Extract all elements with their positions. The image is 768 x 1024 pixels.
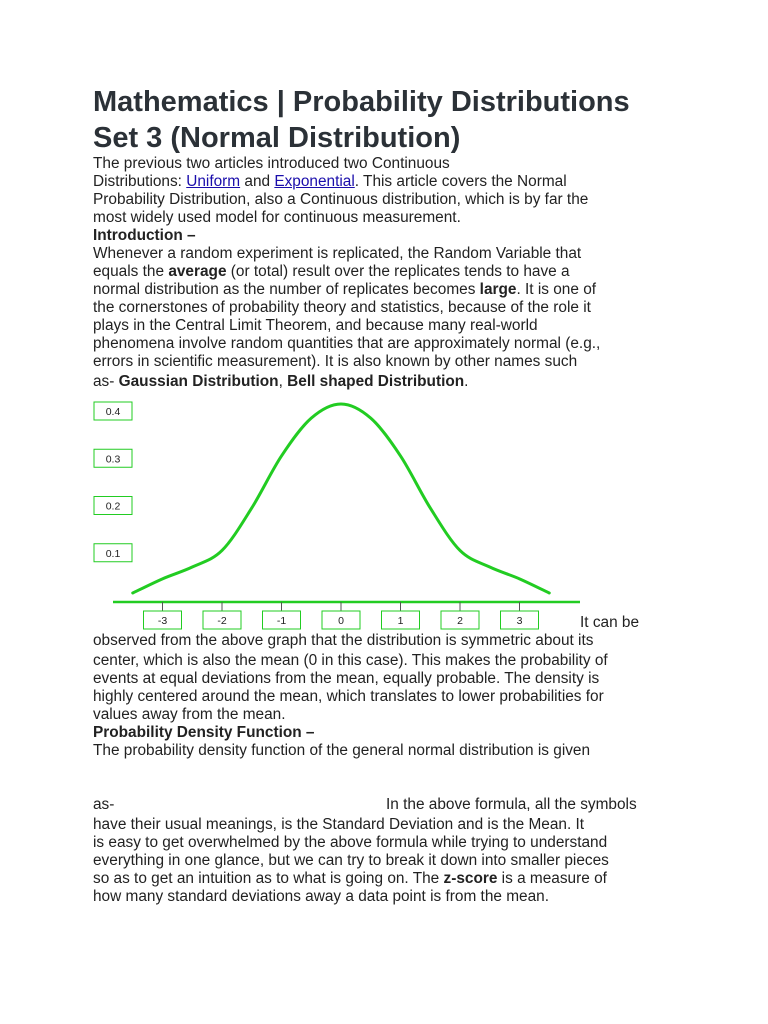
pdf-line-4: is easy to get overwhelmed by the above formula while trying to understand bbox=[93, 834, 608, 851]
x-tick-label: 0 bbox=[338, 615, 344, 627]
x-tick-label: -1 bbox=[276, 615, 287, 627]
observation-line-2: observed from the above graph that the distribution is symmetric about its bbox=[93, 632, 594, 649]
observation-line-6: values away from the mean. bbox=[93, 706, 286, 723]
pdf-line-6: so as to get an intuition as to what is going on. The z-score is a measure of bbox=[93, 870, 607, 887]
introduction-line-4: the cornerstones of probability theory and statistics, because of the role it bbox=[93, 299, 591, 316]
page-title bbox=[93, 84, 733, 156]
page-title-line-2: Set 3 (Normal Distribution) bbox=[93, 122, 461, 154]
y-tick-label: 0.1 bbox=[105, 547, 121, 560]
introduction-line-5: plays in the Central Limit Theorem, and because many real-world bbox=[93, 317, 538, 334]
pdf-line-2-right: In the above formula, all the symbols bbox=[386, 796, 637, 813]
intro-line-1: The previous two articles introduced two Continuous bbox=[93, 155, 450, 172]
x-tick-label: -2 bbox=[217, 615, 227, 627]
pdf-line-5: everything in one glance, but we can try to break it down into smaller pieces bbox=[93, 852, 609, 869]
introduction-line-8: as- Gaussian Distribution, Bell shaped Distribution. bbox=[93, 373, 469, 390]
x-tick-label: 2 bbox=[457, 615, 463, 627]
pdf-line-3: have their usual meanings, is the Standard Deviation and is the Mean. It bbox=[93, 816, 585, 833]
observation-line-4: events at equal deviations from the mean, equally probable. The density is bbox=[93, 670, 600, 687]
pdf-line-7: how many standard deviations away a data point is from the mean. bbox=[93, 888, 549, 905]
introduction-line-7: errors in scientific measurement). It is also known by other names such bbox=[93, 353, 578, 370]
observation-line-1: It can be bbox=[580, 614, 640, 631]
y-tick-label: 0.4 bbox=[105, 406, 121, 418]
introduction-line-2: equals the average (or total) result over the replicates tends to have a bbox=[93, 263, 570, 280]
observation-line-5: highly centered around the mean, which translates to lower probabilities for bbox=[93, 688, 604, 705]
intro-line-4: most widely used model for continuous measurement. bbox=[93, 209, 461, 226]
intro-line-3: Probability Distribution, also a Continuous distribution, which is by far the bbox=[93, 191, 589, 208]
exponential-link[interactable]: Exponential bbox=[274, 173, 355, 190]
x-tick-label: 3 bbox=[516, 615, 523, 627]
y-tick-label: 0.3 bbox=[105, 453, 121, 466]
x-tick-label: 1 bbox=[397, 615, 404, 627]
pdf-line-1: The probability density function of the general normal distribution is given bbox=[93, 742, 591, 759]
introduction-heading: Introduction – bbox=[93, 227, 196, 244]
bell-curve-line bbox=[133, 404, 550, 593]
pdf-line-2-as: as- bbox=[93, 796, 115, 813]
normal-distribution-chart bbox=[0, 388, 768, 636]
introduction-line-6: phenomena involve random quantities that are approximately normal (e.g., bbox=[93, 335, 601, 352]
observation-line-3: center, which is also the mean (0 in this case). This makes the probability of bbox=[93, 652, 608, 669]
uniform-link[interactable]: Uniform bbox=[186, 173, 241, 190]
x-tick-label: -3 bbox=[157, 615, 168, 627]
page-title-line-1: Mathematics | Probability Distributions bbox=[93, 86, 630, 118]
introduction-line-3: normal distribution as the number of replicates becomes large. It is one of bbox=[93, 281, 597, 298]
introduction-line-1: Whenever a random experiment is replicated, the Random Variable that bbox=[93, 245, 582, 262]
y-tick-label: 0.2 bbox=[105, 500, 121, 513]
intro-line-2: Distributions: Uniform and Exponential. This article covers the Normal bbox=[93, 173, 567, 190]
pdf-heading: Probability Density Function – bbox=[93, 724, 315, 741]
